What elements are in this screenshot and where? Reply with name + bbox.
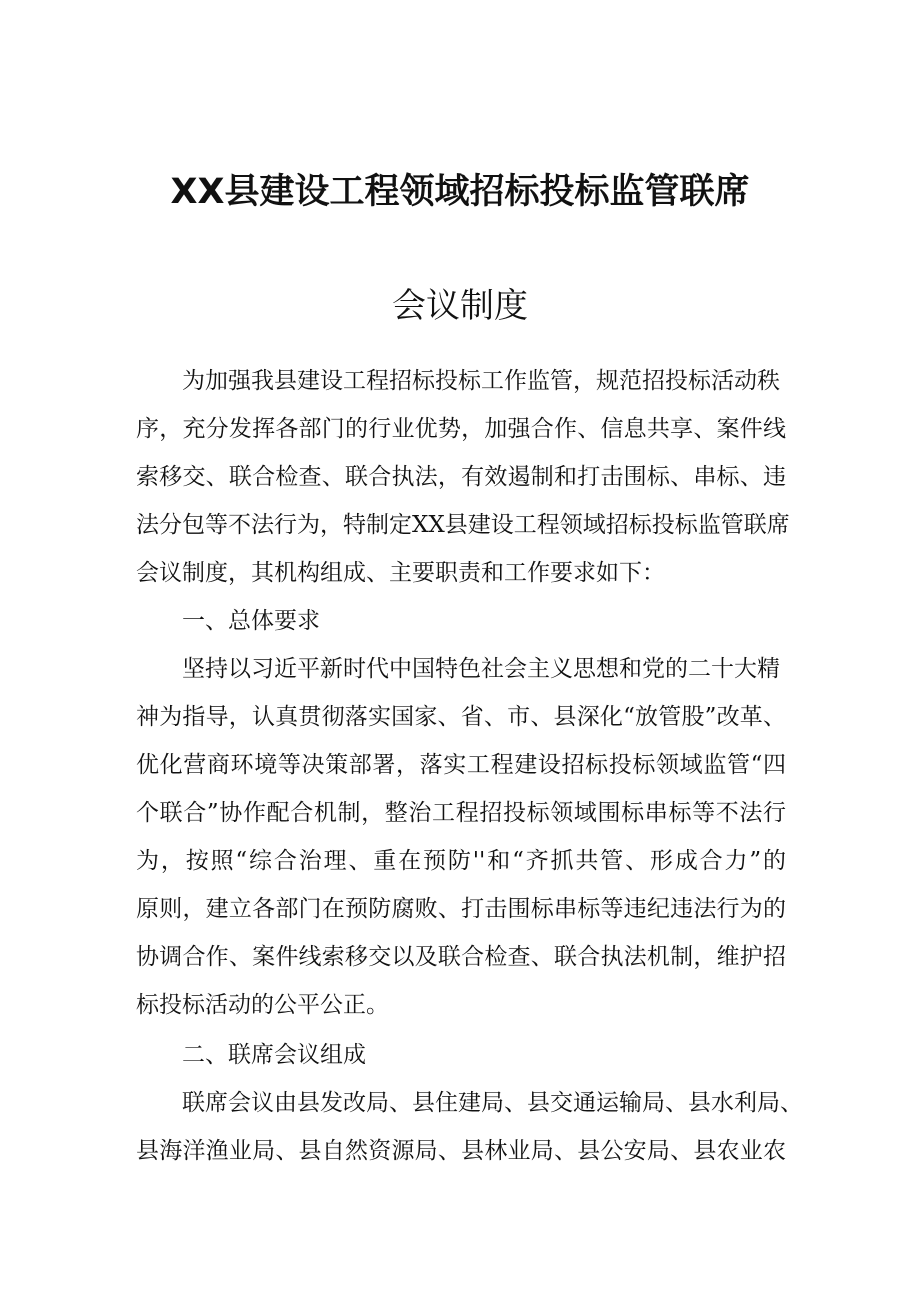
paragraph-line: 索移交、联合检查、联合执法，有效遏制和打击围标、串标、违 bbox=[136, 464, 786, 490]
paragraph-line: 协调合作、案件线索移交以及联合检查、联合执法机制，维护招 bbox=[136, 944, 786, 970]
paragraph-line: 法分包等不法行为，特制定XX县建设工程领域招标投标监管联席 bbox=[136, 512, 790, 538]
paragraph-line: 县海洋渔业局、县自然资源局、县林业局、县公安局、县农业农 bbox=[136, 1138, 786, 1164]
paragraph-line: 联席会议由县发改局、县住建局、县交通运输局、县水利局、 bbox=[182, 1090, 803, 1116]
section-heading: 一、总体要求 bbox=[182, 608, 320, 634]
document-title: XX县建设工程领域招标投标监管联席 bbox=[170, 172, 750, 212]
section-heading: 二、联席会议组成 bbox=[182, 1042, 366, 1068]
document-subtitle: 会议制度 bbox=[392, 286, 528, 326]
paragraph-line: 优化营商环境等决策部署，落实工程建设招标投标领域监管“四 bbox=[136, 752, 786, 778]
paragraph-line: 标投标活动的公平公正。 bbox=[136, 992, 389, 1018]
paragraph-line: 坚持以习近平新时代中国特色社会主义思想和党的二十大精 bbox=[182, 656, 780, 682]
paragraph-line: 序，充分发挥各部门的行业优势，加强合作、信息共享、案件线 bbox=[136, 416, 786, 442]
paragraph-line: 个联合”协作配合机制，整治工程招投标领域围标串标等不法行 bbox=[136, 800, 786, 826]
paragraph-line: 会议制度，其机构组成、主要职责和工作要求如下： bbox=[136, 560, 665, 586]
paragraph-line: 为，按照“综合治理、重在预防''和“齐抓共管、形成合力”的 bbox=[136, 848, 786, 874]
paragraph-line: 为加强我县建设工程招标投标工作监管，规范招投标活动秩 bbox=[182, 368, 780, 394]
paragraph-line: 神为指导，认真贯彻落实国家、省、市、县深化“放管股”改革、 bbox=[136, 704, 786, 730]
paragraph-line: 原则，建立各部门在预防腐败、打击围标串标等违纪违法行为的 bbox=[136, 896, 786, 922]
